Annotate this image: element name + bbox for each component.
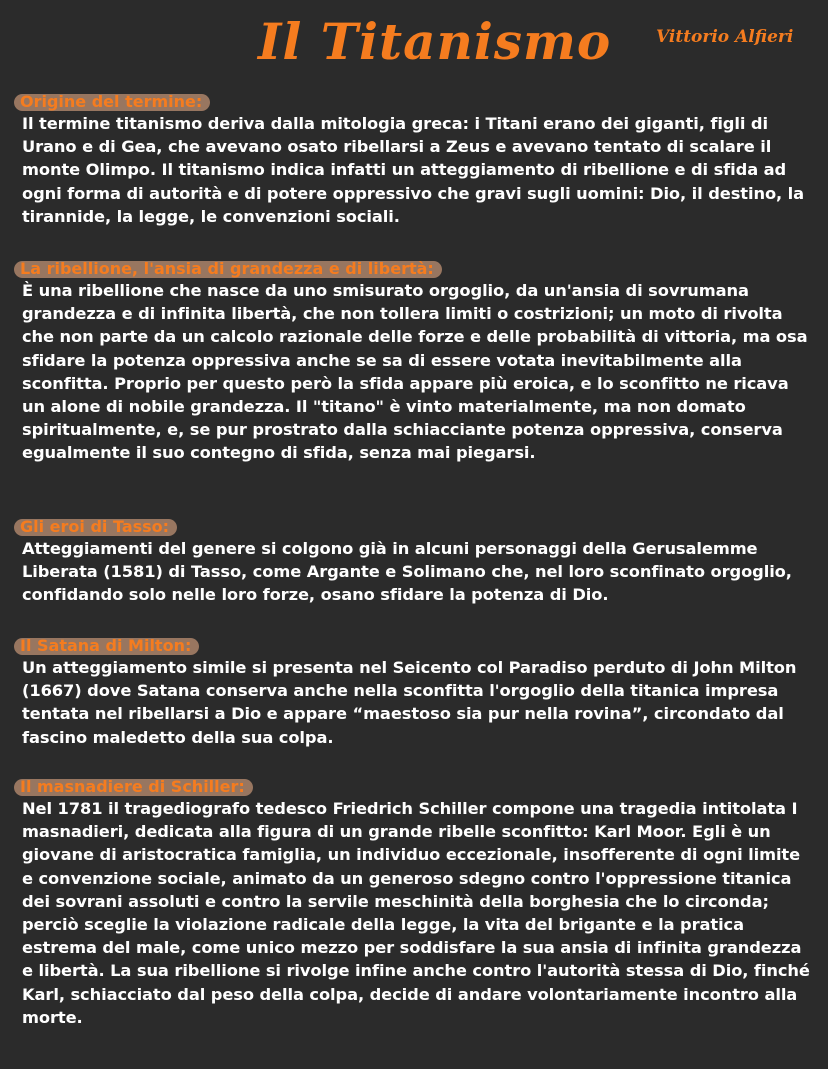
section-milton: [22, 636, 812, 749]
section-body: Un atteggiamento simile si presenta nel Seicento col Paradiso perduto di John Milton (1667) dove Satana conserva anche nella sconfitta l'orgoglio della titanica impresa tentata nel ribellarsi a Dio e appare “maestoso sia pur nella rovina”, circondato dal fascino maledetto della sua colpa.: [22, 658, 797, 747]
section-schiller: [22, 777, 812, 1029]
section-body: È una ribellione che nasce da uno smisurato orgoglio, da un'ansia di sovrumana grandezza e di infinita libertà, che non tollera limiti o costrizioni; un moto di rivolta che non parte da un calcolo razionale delle forze e delle probabilità di vittoria, ma osa sfidare la potenza oppressiva anche se sa di essere votata inevitabilmente alla sconfitta. Proprio per questo però la sfida appare più eroica, e lo sconfitto ne ricava un alone di nobile grandezza. Il "titano" è vinto materialmente, ma non domato spiritualmente, e, se pur prostrato dalla schiacciante potenza oppressiva, conserva egualmente il suo contegno di sfida, senza mai piegarsi.: [22, 281, 808, 463]
section-ribellione: [22, 259, 812, 465]
section-origine: [22, 92, 812, 228]
page-title: Il Titanismo: [258, 12, 612, 71]
author-name: Vittorio Alfieri: [656, 27, 794, 47]
section-heading: La ribellione, l'ansia di grandezza e di libertà:: [18, 259, 440, 279]
section-heading: Il Satana di Milton:: [18, 636, 197, 656]
section-heading: Gli eroi di Tasso:: [18, 517, 175, 537]
section-body: Nel 1781 il tragediografo tedesco Friedrich Schiller compone una tragedia intitolata I masnadieri, dedicata alla figura di un grande ribelle sconfitto: Karl Moor. Egli è un giovane di aristocratica famiglia, un individuo eccezionale, insofferente di ogni limite e convenzione sociale, animato da un generoso sdegno contro l'oppressione titanica dei sovrani assoluti e contro la servile meschinità della borghesia che lo circonda; perciò sceglie la violazione radicale della legge, la vita del brigante e la pratica estrema del male, come unico mezzo per soddisfare la sua ansia di infinita grandezza e libertà. La sua ribellione si rivolge infine anche contro l'autorità stessa di Dio, finché Karl, schiacciato dal peso della colpa, decide di andare volontariamente incontro alla morte.: [22, 799, 810, 1027]
section-body: Atteggiamenti del genere si colgono già in alcuni personaggi della Gerusalemme Liberata (1581) di Tasso, come Argante e Solimano che, nel loro sconfinato orgoglio, confidando solo nelle loro forze, osano sfidare la potenza di Dio.: [22, 539, 792, 605]
section-body: Il termine titanismo deriva dalla mitologia greca: i Titani erano dei giganti, figli di Urano e di Gea, che avevano osato ribellarsi a Zeus e avevano tentato di scalare il monte Olimpo. Il titanismo indica infatti un atteggiamento di ribellione e di sfida ad ogni forma di autorità e di potere oppressivo che gravi sugli uomini: Dio, il destino, la tirannide, la legge, le convenzioni sociali.: [22, 114, 805, 226]
section-heading: Origine del termine:: [18, 92, 208, 112]
section-heading: Il masnadiere di Schiller:: [18, 777, 251, 797]
section-tasso: [22, 517, 812, 607]
